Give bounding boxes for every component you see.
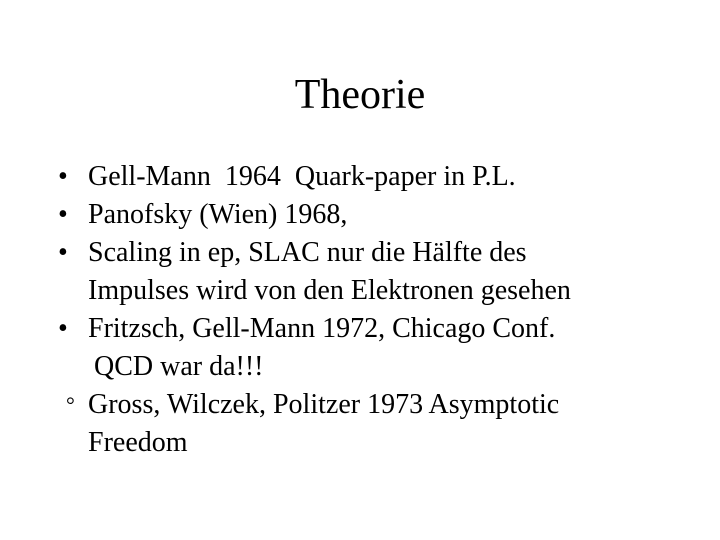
list-item bbox=[0, 234, 720, 272]
list-item-text: Panofsky (Wien) 1968, bbox=[88, 199, 348, 230]
list-item-text: Freedom bbox=[88, 427, 188, 458]
bullet-marker: • bbox=[58, 161, 68, 192]
bullet-marker: • bbox=[58, 237, 68, 268]
list-item-text: QCD war da!!! bbox=[94, 351, 264, 382]
slide-title: Theorie bbox=[294, 72, 426, 118]
bullet-marker: • bbox=[58, 199, 68, 230]
list-item bbox=[0, 310, 720, 348]
list-item-continuation bbox=[0, 424, 720, 462]
list-item bbox=[0, 348, 720, 386]
list-item bbox=[0, 158, 720, 196]
list-item-text: Scaling in ep, SLAC nur die Hälfte des bbox=[88, 237, 527, 268]
list-item-text: Gell-Mann 1964 Quark-paper in P.L. bbox=[88, 161, 516, 192]
list-item bbox=[0, 196, 720, 234]
bullet-marker: ° bbox=[66, 392, 75, 417]
list-item-text: Gross, Wilczek, Politzer 1973 Asymptotic bbox=[88, 389, 560, 420]
bullet-list bbox=[0, 158, 720, 462]
list-item-text: Fritzsch, Gell-Mann 1972, Chicago Conf. bbox=[88, 313, 556, 344]
list-item-text: Impulses wird von den Elektronen gesehen bbox=[88, 275, 571, 306]
list-item bbox=[0, 386, 720, 424]
list-item-continuation bbox=[0, 272, 720, 310]
bullet-marker: • bbox=[58, 313, 68, 344]
